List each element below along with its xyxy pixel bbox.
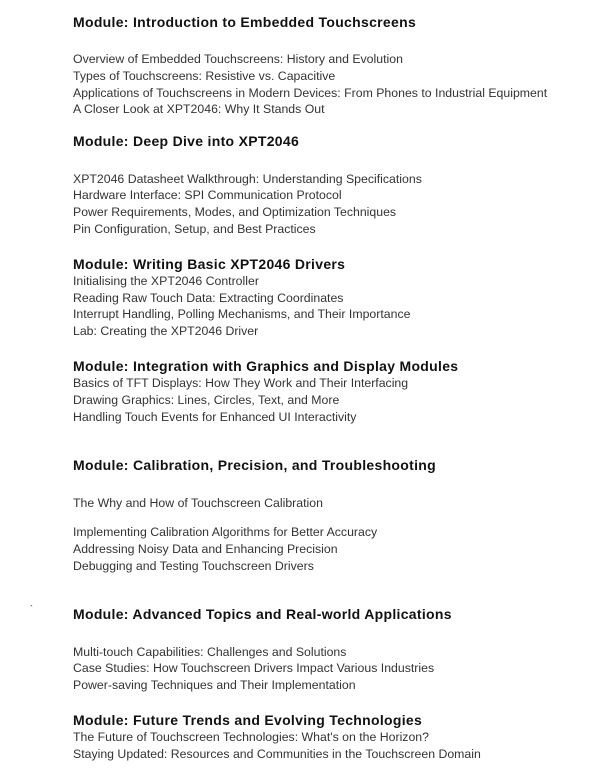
module-heading: Module: Writing Basic XPT2046 Drivers (73, 256, 346, 272)
module-heading: Module: Introduction to Embedded Touchscreens (73, 14, 417, 30)
module-heading: Module: Integration with Graphics and Display Modules (73, 358, 459, 374)
module-item: A Closer Look at XPT2046: Why It Stands Out (73, 102, 325, 116)
stray-backtick-mark: ` (30, 604, 33, 614)
module-item: Basics of TFT Displays: How They Work and Their Interfacing (73, 376, 409, 390)
module-item: The Future of Touchscreen Technologies: What's on the Horizon? (73, 730, 429, 744)
module-item: Initialising the XPT2046 Controller (73, 274, 259, 288)
module-item: Drawing Graphics: Lines, Circles, Text, and More (73, 393, 340, 407)
module-item: XPT2046 Datasheet Walkthrough: Understanding Specifications (73, 172, 422, 186)
module-item: Case Studies: How Touchscreen Drivers Impact Various Industries (73, 661, 435, 675)
module-item: Multi-touch Capabilities: Challenges and Solutions (73, 645, 347, 659)
module-heading: Module: Calibration, Precision, and Troubleshooting (73, 457, 436, 473)
module-item: Pin Configuration, Setup, and Best Practices (73, 222, 316, 236)
module-heading: Module: Advanced Topics and Real-world Applications (73, 606, 452, 622)
module-item: The Why and How of Touchscreen Calibration (73, 496, 323, 510)
module-item: Types of Touchscreens: Resistive vs. Capacitive (73, 69, 336, 83)
module-item: Debugging and Testing Touchscreen Drivers (73, 559, 314, 573)
module-item: Staying Updated: Resources and Communities in the Touchscreen Domain (73, 747, 481, 761)
module-item: Addressing Noisy Data and Enhancing Precision (73, 542, 338, 556)
module-item: Handling Touch Events for Enhanced UI Interactivity (73, 410, 357, 424)
module-item: Power Requirements, Modes, and Optimization Techniques (73, 205, 397, 219)
module-heading: Module: Future Trends and Evolving Technologies (73, 712, 423, 728)
module-item: Reading Raw Touch Data: Extracting Coordinates (73, 291, 344, 305)
module-item: Interrupt Handling, Polling Mechanisms, and Their Importance (73, 307, 411, 321)
module-item: Power-saving Techniques and Their Implementation (73, 678, 356, 692)
module-item: Overview of Embedded Touchscreens: History and Evolution (73, 52, 403, 66)
module-heading: Module: Deep Dive into XPT2046 (73, 133, 300, 149)
module-item: Applications of Touchscreens in Modern Devices: From Phones to Industrial Equipment (73, 86, 548, 100)
module-item: Implementing Calibration Algorithms for Better Accuracy (73, 525, 378, 539)
module-item: Hardware Interface: SPI Communication Protocol (73, 188, 342, 202)
module-item: Lab: Creating the XPT2046 Driver (73, 324, 259, 338)
